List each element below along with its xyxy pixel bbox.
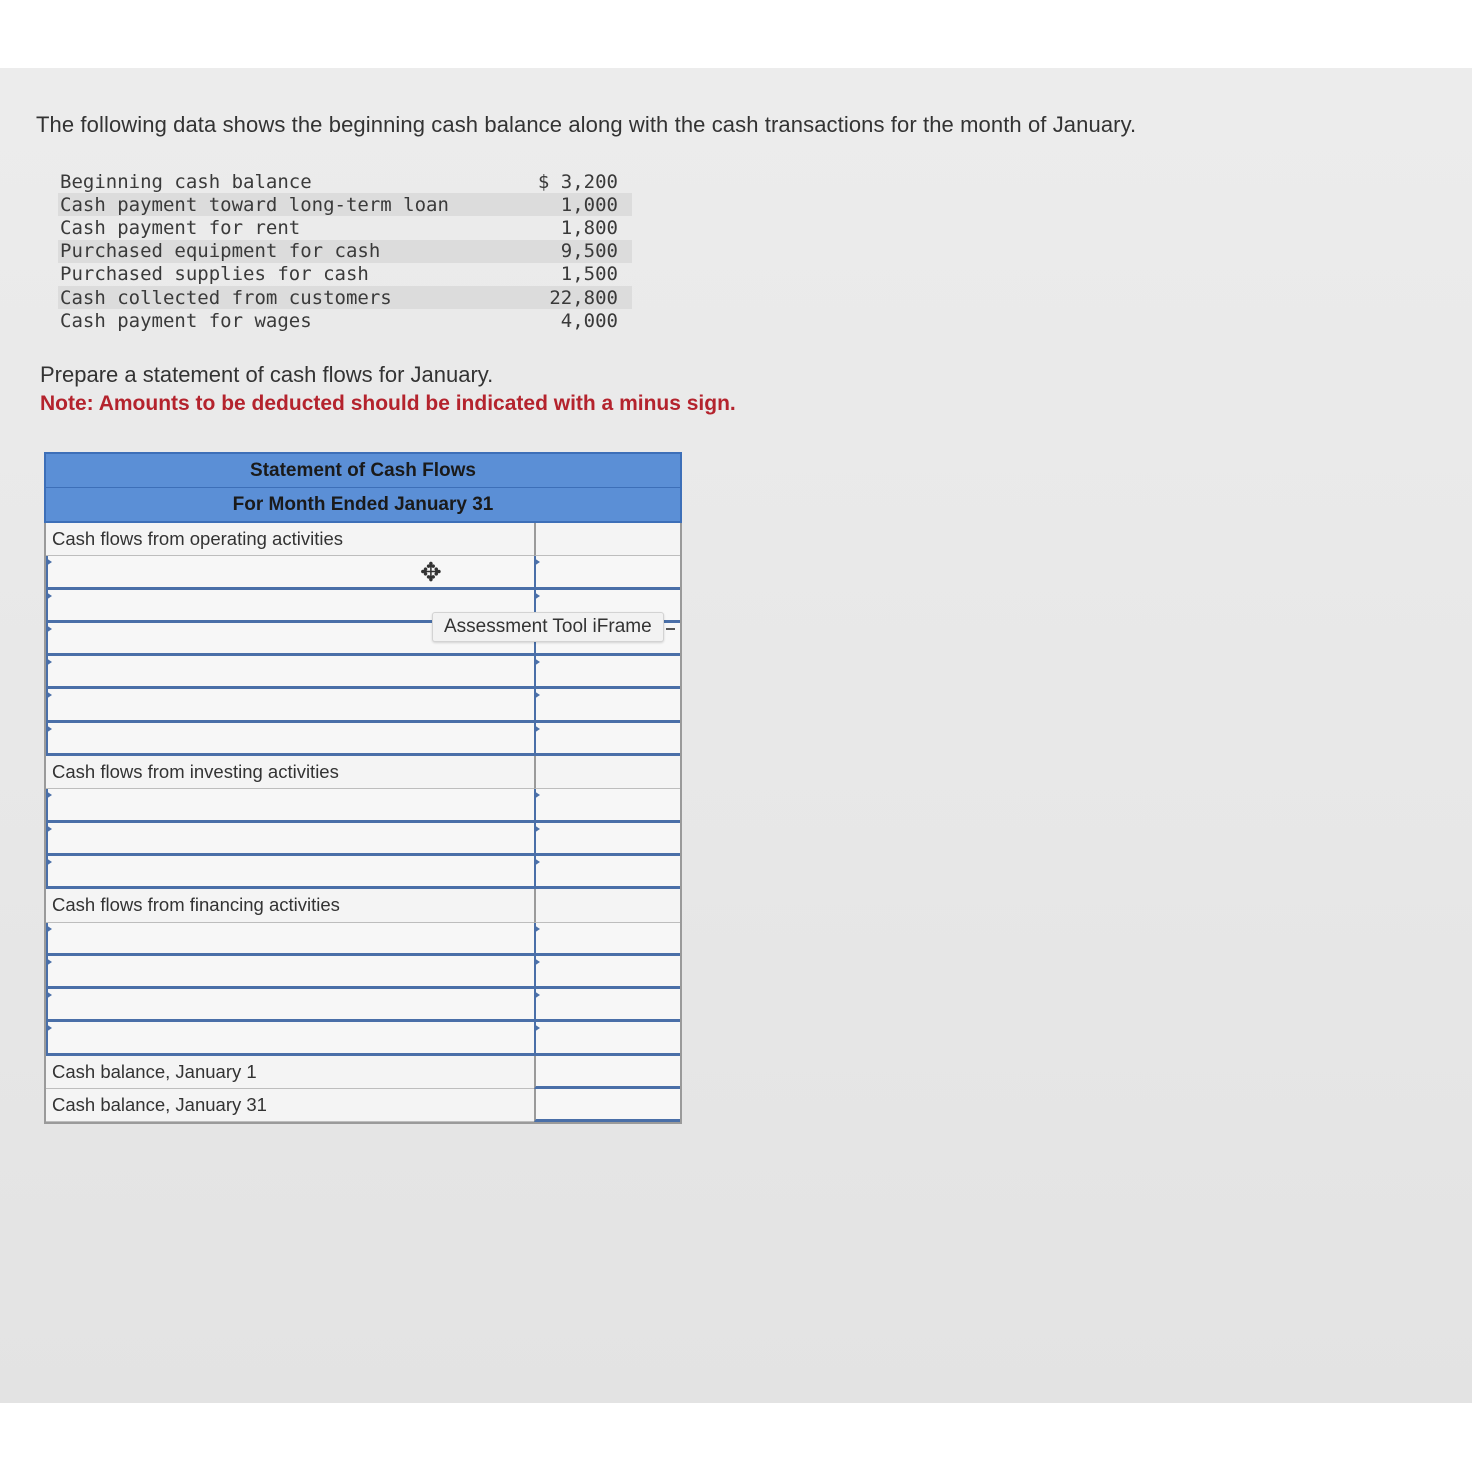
operating-row-1	[46, 556, 680, 589]
data-label: Beginning cash balance	[60, 170, 312, 193]
financing-amount-input[interactable]	[534, 956, 680, 989]
data-amount: 1,000	[560, 193, 618, 216]
financing-label: Cash flows from financing activities	[46, 889, 534, 922]
financing-row-3	[46, 989, 680, 1022]
cash-balance-end-label: Cash balance, January 31	[46, 1089, 534, 1122]
investing-label: Cash flows from investing activities	[46, 756, 534, 789]
financing-desc-input[interactable]	[46, 989, 534, 1022]
note-text: Note: Amounts to be deducted should be indicated with a minus sign.	[40, 392, 736, 415]
investing-row-1	[46, 789, 680, 822]
section-row-operating	[46, 523, 680, 556]
financing-total-desc-input[interactable]	[46, 1022, 534, 1055]
operating-desc-input[interactable]	[46, 556, 534, 589]
data-label: Cash payment for wages	[60, 309, 312, 332]
investing-desc-input[interactable]	[46, 789, 534, 822]
move-cursor-icon: ✥	[420, 557, 442, 588]
data-row	[58, 309, 632, 332]
financing-desc-input[interactable]	[46, 956, 534, 989]
data-amount: 1,500	[560, 263, 618, 286]
financing-total-amount-input[interactable]	[534, 1022, 680, 1055]
data-row	[58, 170, 632, 193]
investing-total-amount-input[interactable]	[534, 856, 680, 889]
investing-amount-input[interactable]	[534, 789, 680, 822]
operating-amount-cell	[534, 523, 680, 556]
operating-amount-input[interactable]	[534, 689, 680, 722]
financing-amount-input[interactable]	[534, 989, 680, 1022]
section-row-investing	[46, 756, 680, 789]
transaction-data-table	[58, 170, 632, 332]
investing-total-row	[46, 856, 680, 889]
operating-row-4	[46, 656, 680, 689]
data-amount: 9,500	[560, 240, 618, 263]
cash-balance-begin-row	[46, 1056, 680, 1089]
financing-row-2	[46, 956, 680, 989]
financing-row-1	[46, 923, 680, 956]
statement-period: For Month Ended January 31	[46, 487, 680, 521]
data-amount: 1,800	[560, 216, 618, 239]
investing-amount-input[interactable]	[534, 823, 680, 856]
financing-total-row	[46, 1022, 680, 1055]
operating-amount-input[interactable]	[534, 556, 680, 589]
assessment-tool-tooltip: Assessment Tool iFrame	[432, 612, 664, 642]
investing-desc-input[interactable]	[46, 823, 534, 856]
investing-amount-cell	[534, 756, 680, 789]
data-label: Cash collected from customers	[60, 286, 392, 309]
operating-total-desc-input[interactable]	[46, 723, 534, 756]
data-amount: 4,000	[560, 309, 618, 332]
operating-row-5	[46, 689, 680, 722]
statement-title: Statement of Cash Flows	[250, 460, 476, 481]
operating-total-row	[46, 723, 680, 756]
cash-balance-begin-input[interactable]	[534, 1056, 680, 1089]
financing-amount-input[interactable]	[534, 923, 680, 956]
investing-total-desc-input[interactable]	[46, 856, 534, 889]
financing-amount-cell	[534, 889, 680, 922]
financing-desc-input[interactable]	[46, 923, 534, 956]
data-row	[58, 216, 632, 239]
data-label: Purchased supplies for cash	[60, 263, 369, 286]
data-label: Purchased equipment for cash	[60, 240, 381, 263]
data-amount: $ 3,200	[537, 170, 618, 193]
data-label: Cash payment toward long-term loan	[60, 193, 449, 216]
investing-row-2	[46, 823, 680, 856]
data-amount: 22,800	[549, 286, 618, 309]
cash-flow-statement	[44, 452, 682, 1124]
operating-total-amount-input[interactable]	[534, 723, 680, 756]
operating-label: Cash flows from operating activities	[46, 523, 534, 556]
cash-balance-begin-label: Cash balance, January 1	[46, 1056, 534, 1089]
operating-desc-input[interactable]	[46, 689, 534, 722]
data-row	[58, 263, 632, 286]
data-row	[58, 240, 632, 263]
operating-desc-input[interactable]	[46, 656, 534, 689]
intro-text: The following data shows the beginning cash balance along with the cash transactions for the month of January.	[36, 112, 1137, 137]
data-row	[58, 286, 632, 309]
prompt-text: Prepare a statement of cash flows for January.	[40, 362, 494, 387]
cash-balance-end-row	[46, 1089, 680, 1122]
data-row	[58, 193, 632, 216]
cash-balance-end-input[interactable]	[534, 1089, 680, 1122]
section-row-financing	[46, 889, 680, 922]
operating-amount-input[interactable]	[534, 656, 680, 689]
data-label: Cash payment for rent	[60, 216, 301, 239]
statement-header	[44, 452, 682, 523]
